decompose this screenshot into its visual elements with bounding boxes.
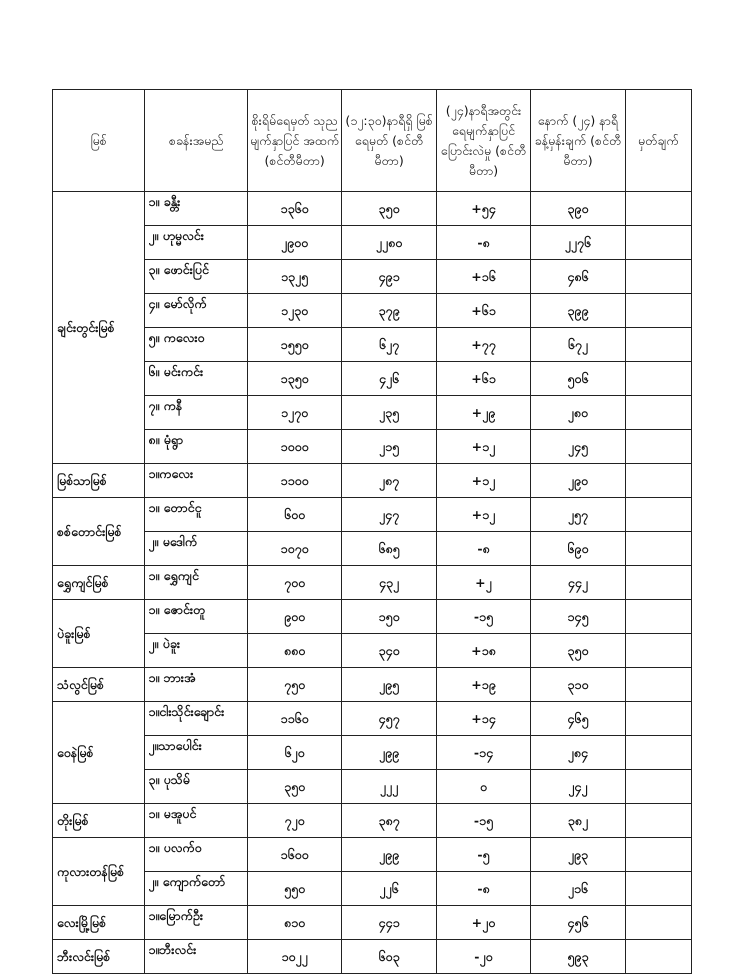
danger-level-cell: ၁၁၀၀ xyxy=(247,464,341,498)
table-row xyxy=(53,736,692,770)
change-cell: +၅၄ xyxy=(436,192,530,226)
table-row xyxy=(53,838,692,872)
danger-level-cell: ၃၅၀ xyxy=(247,770,341,804)
station-name-cell: ၈။ မုံရွာ xyxy=(145,430,247,464)
station-name-cell: ၂။ ကျောက်တော် xyxy=(145,872,247,906)
danger-level-cell: ၁၃၂၅ xyxy=(247,260,341,294)
change-cell: +၁၂ xyxy=(436,430,530,464)
danger-level-cell: ၁၂၇၀ xyxy=(247,396,341,430)
water-level-cell: ၄၅၇ xyxy=(342,702,436,736)
remark-cell xyxy=(625,668,691,702)
station-name-cell: ၃။ ဖောင်းပြင် xyxy=(145,260,247,294)
table-row xyxy=(53,532,692,566)
station-name-cell: ၁။ကလေး xyxy=(145,464,247,498)
change-cell: +၆၁ xyxy=(436,362,530,396)
remark-cell xyxy=(625,396,691,430)
water-level-cell: ၃၄၀ xyxy=(342,634,436,668)
river-level-table xyxy=(52,89,692,974)
forecast-cell: ၄၅၆ xyxy=(531,906,625,940)
station-name-cell: ၁။ တောင်ငူ xyxy=(145,498,247,532)
station-name-cell: ၁။ ရွှေကျင် xyxy=(145,566,247,600)
forecast-cell: ၂၂၇၆ xyxy=(531,226,625,260)
forecast-cell: ၂၄၅ xyxy=(531,430,625,464)
change-cell: +၁၂ xyxy=(436,498,530,532)
change-cell: -၁၅ xyxy=(436,600,530,634)
remark-cell xyxy=(625,804,691,838)
forecast-cell: ၂၈၄ xyxy=(531,736,625,770)
forecast-cell: ၃၉၉ xyxy=(531,294,625,328)
danger-level-cell: ၁၀၇၀ xyxy=(247,532,341,566)
station-name-cell: ၂။သာပေါင်း xyxy=(145,736,247,770)
water-level-cell: ၄၉၁ xyxy=(342,260,436,294)
forecast-cell: ၃၉၀ xyxy=(531,192,625,226)
water-level-cell: ၃၇၉ xyxy=(342,294,436,328)
table-row xyxy=(53,566,692,600)
station-name-cell: ၄။ မော်လိုက် xyxy=(145,294,247,328)
change-cell: -၁၅ xyxy=(436,804,530,838)
station-name-cell: ၂။ ဟုမ္မလင်း xyxy=(145,226,247,260)
table-body xyxy=(53,192,692,974)
river-name-cell: ချင်းတွင်းမြစ် xyxy=(53,192,145,464)
remark-cell xyxy=(625,940,691,974)
header-remark: မှတ်ချက် xyxy=(625,90,691,192)
forecast-cell: ၄၄၂ xyxy=(531,566,625,600)
water-level-cell: ၄၃၂ xyxy=(342,566,436,600)
danger-level-cell: ၅၅၀ xyxy=(247,872,341,906)
table-row xyxy=(53,940,692,974)
danger-level-cell: ၁၀၂၂ xyxy=(247,940,341,974)
river-name-cell: စစ်တောင်းမြစ် xyxy=(53,498,145,566)
table-row xyxy=(53,906,692,940)
table-row xyxy=(53,498,692,532)
remark-cell xyxy=(625,736,691,770)
water-level-cell: ၃၅၀ xyxy=(342,192,436,226)
danger-level-cell: ၇၂၀ xyxy=(247,804,341,838)
change-cell: +၂၀ xyxy=(436,906,530,940)
change-cell: +၇၇ xyxy=(436,328,530,362)
water-level-cell: ၂၈၇ xyxy=(342,464,436,498)
station-name-cell: ၁။ငါးသိုင်းချောင်း xyxy=(145,702,247,736)
change-cell: +၂ xyxy=(436,566,530,600)
forecast-cell: ၂၅၇ xyxy=(531,498,625,532)
change-cell: +၁၂ xyxy=(436,464,530,498)
remark-cell xyxy=(625,260,691,294)
station-name-cell: ၂။ မဒေါက် xyxy=(145,532,247,566)
remark-cell xyxy=(625,430,691,464)
remark-cell xyxy=(625,600,691,634)
change-cell: +၁၄ xyxy=(436,702,530,736)
header-station: စခန်းအမည် xyxy=(145,90,247,192)
water-level-cell: ၃၈၇ xyxy=(342,804,436,838)
table-row xyxy=(53,260,692,294)
river-name-cell: လေးမြို့မြစ် xyxy=(53,906,145,940)
danger-level-cell: ၁၂၃၀ xyxy=(247,294,341,328)
water-level-cell: ၂၉၅ xyxy=(342,668,436,702)
river-name-cell: တိုးမြစ် xyxy=(53,804,145,838)
danger-level-cell: ၁၁၆၀ xyxy=(247,702,341,736)
danger-level-cell: ၁၃၆၀ xyxy=(247,192,341,226)
remark-cell xyxy=(625,294,691,328)
forecast-cell: ၄၆၅ xyxy=(531,702,625,736)
change-cell: -၈ xyxy=(436,872,530,906)
table-row xyxy=(53,702,692,736)
danger-level-cell: ၇၅၀ xyxy=(247,668,341,702)
table-row xyxy=(53,192,692,226)
danger-level-cell: ၆၀၀ xyxy=(247,498,341,532)
header-danger-level: စိုးရိမ်ရေမှတ် သုညမျက်နှာပြင် အထက် (စင်တီမီတာ) xyxy=(247,90,341,192)
water-level-cell: ၂၂၈၀ xyxy=(342,226,436,260)
river-name-cell: သံလွင်မြစ် xyxy=(53,668,145,702)
header-water-level: (၁၂:၃၀)နာရီရှိ မြစ်ရေမှတ် (စင်တီမီတာ) xyxy=(342,90,436,192)
header-river: မြစ် xyxy=(53,90,145,192)
change-cell: ၀ xyxy=(436,770,530,804)
danger-level-cell: ၈၈၀ xyxy=(247,634,341,668)
station-name-cell: ၅။ ကလေးဝ xyxy=(145,328,247,362)
water-level-cell: ၄၂၆ xyxy=(342,362,436,396)
table-row xyxy=(53,328,692,362)
forecast-cell: ၂၁၆ xyxy=(531,872,625,906)
header-row xyxy=(53,90,692,192)
danger-level-cell: ၁၆၀၀ xyxy=(247,838,341,872)
station-name-cell: ၁။ ဇောင်းတူ xyxy=(145,600,247,634)
danger-level-cell: ၇၀၀ xyxy=(247,566,341,600)
change-cell: -၈ xyxy=(436,226,530,260)
water-level-cell: ၁၅၀ xyxy=(342,600,436,634)
water-level-cell: ၆၂၇ xyxy=(342,328,436,362)
table-row xyxy=(53,770,692,804)
water-level-cell: ၂၉၉ xyxy=(342,736,436,770)
remark-cell xyxy=(625,328,691,362)
table-row xyxy=(53,804,692,838)
water-level-cell: ၆၈၅ xyxy=(342,532,436,566)
remark-cell xyxy=(625,226,691,260)
station-name-cell: ၆။ မင်းကင်း xyxy=(145,362,247,396)
forecast-cell: ၆၉၀ xyxy=(531,532,625,566)
river-name-cell: ရွှေကျင်မြစ် xyxy=(53,566,145,600)
table-row xyxy=(53,600,692,634)
water-level-cell: ၆၀၃ xyxy=(342,940,436,974)
danger-level-cell: ၉၀၀ xyxy=(247,600,341,634)
change-cell: +၁၆ xyxy=(436,260,530,294)
table-row xyxy=(53,464,692,498)
forecast-cell: ၄၈၆ xyxy=(531,260,625,294)
table-row xyxy=(53,430,692,464)
change-cell: +၁၈ xyxy=(436,634,530,668)
table-row xyxy=(53,294,692,328)
header-forecast: နောက် (၂၄) နာရီ ခန့်မှန်းချက် (စင်တီမီတာ) xyxy=(531,90,625,192)
station-name-cell: ၁။ ပလက်ဝ xyxy=(145,838,247,872)
river-name-cell: ပဲခူးမြစ် xyxy=(53,600,145,668)
danger-level-cell: ၂၉၀၀ xyxy=(247,226,341,260)
danger-level-cell: ၁၀၀၀ xyxy=(247,430,341,464)
station-name-cell: ၂။ ပဲခူး xyxy=(145,634,247,668)
remark-cell xyxy=(625,532,691,566)
forecast-cell: ၂၄၂ xyxy=(531,770,625,804)
station-name-cell: ၁။ ခန္တီး xyxy=(145,192,247,226)
change-cell: -၈ xyxy=(436,532,530,566)
forecast-cell: ၃၈၂ xyxy=(531,804,625,838)
water-level-cell: ၂၂၆ xyxy=(342,872,436,906)
remark-cell xyxy=(625,634,691,668)
table-row xyxy=(53,634,692,668)
remark-cell xyxy=(625,770,691,804)
station-name-cell: ၁။မြောက်ဦး xyxy=(145,906,247,940)
remark-cell xyxy=(625,872,691,906)
forecast-cell: ၆၇၂ xyxy=(531,328,625,362)
table-row xyxy=(53,396,692,430)
remark-cell xyxy=(625,702,691,736)
river-level-table-container xyxy=(52,89,692,974)
forecast-cell: ၅၉၃ xyxy=(531,940,625,974)
forecast-cell: ၂၉၀ xyxy=(531,464,625,498)
change-cell: +၆၁ xyxy=(436,294,530,328)
station-name-cell: ၁။ ဘားအံ xyxy=(145,668,247,702)
change-cell: -၂၀ xyxy=(436,940,530,974)
river-name-cell: ဘီးလင်းမြစ် xyxy=(53,940,145,974)
table-row xyxy=(53,668,692,702)
remark-cell xyxy=(625,838,691,872)
change-cell: +၁၉ xyxy=(436,668,530,702)
table-row xyxy=(53,872,692,906)
forecast-cell: ၃၅၀ xyxy=(531,634,625,668)
danger-level-cell: ၁၃၅၀ xyxy=(247,362,341,396)
remark-cell xyxy=(625,192,691,226)
danger-level-cell: ၁၅၅၀ xyxy=(247,328,341,362)
header-change: (၂၄)နာရီအတွင်း ရေမျက်နှာပြင် ပြောင်းလဲမှု (စင်တီမီတာ) xyxy=(436,90,530,192)
table-row xyxy=(53,362,692,396)
water-level-cell: ၂၂၂ xyxy=(342,770,436,804)
change-cell: -၁၄ xyxy=(436,736,530,770)
water-level-cell: ၂၉၉ xyxy=(342,838,436,872)
river-name-cell: ကုလားတန်မြစ် xyxy=(53,838,145,906)
danger-level-cell: ၆၂၀ xyxy=(247,736,341,770)
remark-cell xyxy=(625,566,691,600)
water-level-cell: ၂၁၅ xyxy=(342,430,436,464)
water-level-cell: ၂၃၅ xyxy=(342,396,436,430)
remark-cell xyxy=(625,362,691,396)
change-cell: +၂၉ xyxy=(436,396,530,430)
forecast-cell: ၅၀၆ xyxy=(531,362,625,396)
station-name-cell: ၁။ မအူပင် xyxy=(145,804,247,838)
danger-level-cell: ၈၁၀ xyxy=(247,906,341,940)
station-name-cell: ၇။ ကနီ xyxy=(145,396,247,430)
change-cell: -၅ xyxy=(436,838,530,872)
forecast-cell: ၁၄၅ xyxy=(531,600,625,634)
forecast-cell: ၂၉၃ xyxy=(531,838,625,872)
remark-cell xyxy=(625,498,691,532)
river-name-cell: ဝေနဲမြစ် xyxy=(53,702,145,804)
table-row xyxy=(53,226,692,260)
station-name-cell: ၁။ဘီးလင်း xyxy=(145,940,247,974)
river-name-cell: မြစ်သာမြစ် xyxy=(53,464,145,498)
water-level-cell: ၄၄၁ xyxy=(342,906,436,940)
station-name-cell: ၃။ ပုသိမ် xyxy=(145,770,247,804)
remark-cell xyxy=(625,464,691,498)
water-level-cell: ၂၄၇ xyxy=(342,498,436,532)
forecast-cell: ၃၁၀ xyxy=(531,668,625,702)
remark-cell xyxy=(625,906,691,940)
forecast-cell: ၂၈၀ xyxy=(531,396,625,430)
